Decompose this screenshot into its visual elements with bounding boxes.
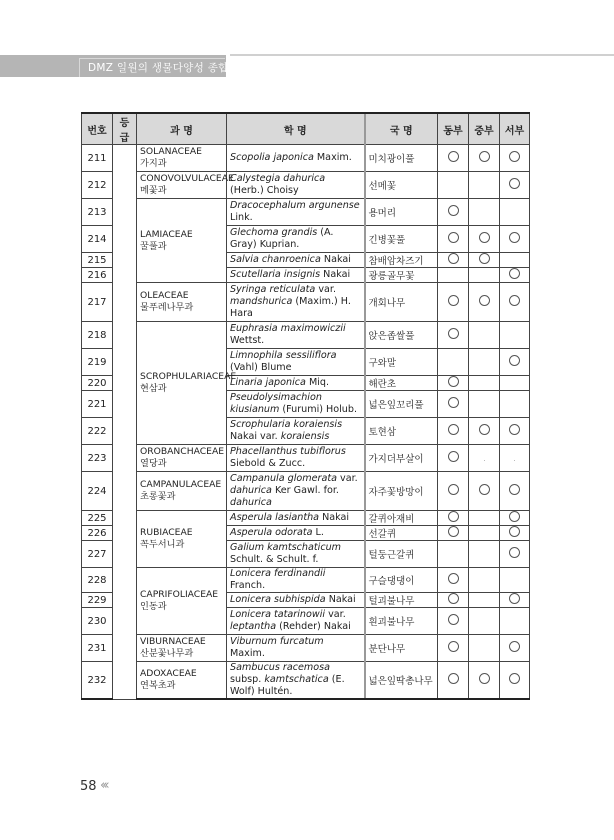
region-east-cell — [438, 608, 469, 635]
region-central-cell — [469, 349, 500, 376]
scientific-name — [227, 199, 365, 226]
region-east-cell — [438, 541, 469, 568]
family-korean: 초롱꽃과 — [140, 491, 176, 502]
scientific-name-author: Nakai — [320, 254, 351, 265]
scientific-name — [227, 391, 365, 418]
region-east-cell — [438, 391, 469, 418]
scientific-name — [227, 283, 365, 322]
table-row — [82, 445, 530, 472]
scientific-name-author: Nakai — [319, 512, 350, 523]
scientific-name — [227, 635, 365, 662]
scientific-name — [227, 349, 365, 376]
presence-circle-icon — [509, 424, 520, 435]
region-central-cell — [469, 568, 500, 593]
family-latin: SOLANACEAE — [140, 146, 202, 157]
presence-circle-icon — [448, 205, 459, 216]
scientific-name-author: (Rehder) Nakai — [276, 621, 351, 632]
presence-circle-icon — [448, 451, 459, 462]
scientific-name-italic: Phacellanthus tubiflorus — [230, 446, 346, 457]
region-east-cell — [438, 268, 469, 283]
row-number: 219 — [82, 349, 113, 376]
scientific-name-author: Nakai var. — [230, 431, 281, 442]
scientific-name-italic: Scutellaria insignis — [230, 269, 321, 280]
scientific-name-italic: Dracocephalum argunense — [230, 200, 360, 211]
scientific-name-italic: Limnophila sessiliflora — [230, 350, 337, 361]
presence-circle-icon — [479, 253, 490, 264]
korean-name: 갈퀴아재비 — [365, 511, 438, 526]
korean-name: 긴병꽃풀 — [365, 226, 438, 253]
presence-circle-icon — [448, 511, 459, 522]
table-row — [82, 568, 530, 593]
row-number: 213 — [82, 199, 113, 226]
scientific-name — [227, 445, 365, 472]
region-central-cell — [469, 418, 500, 445]
col-header-west: 서부 — [500, 113, 530, 145]
scientific-name-author: subsp. — [230, 674, 265, 685]
scientific-name-author: Link. — [230, 212, 253, 223]
region-east-cell — [438, 635, 469, 662]
family-korean: 열당과 — [140, 458, 167, 469]
row-number: 218 — [82, 322, 113, 349]
scientific-name-italic: Asperula lasiantha — [230, 512, 320, 523]
family-latin: LAMIACEAE — [140, 228, 193, 240]
region-east-cell — [438, 376, 469, 391]
region-central-cell — [469, 172, 500, 199]
row-number: 220 — [82, 376, 113, 391]
region-central-cell — [469, 199, 500, 226]
scientific-name-author: Nakai — [320, 269, 351, 280]
scientific-name-italic: dahurica — [230, 485, 272, 496]
family-latin: CONOVOLVULACEAE — [140, 173, 234, 184]
report-title: DMZ 일원의 생물다양성 종합보고서 — [79, 58, 225, 77]
presence-circle-icon — [448, 232, 459, 243]
family-cell — [137, 145, 227, 172]
table-row — [82, 511, 530, 526]
region-west-cell — [500, 226, 530, 253]
presence-circle-icon — [479, 151, 490, 162]
col-header-number: 번호 — [82, 113, 113, 145]
scientific-name-author: Franch. — [230, 580, 266, 591]
korean-name: 해란초 — [365, 376, 438, 391]
row-number: 221 — [82, 391, 113, 418]
row-number: 223 — [82, 445, 113, 472]
korean-name: 선갈퀴 — [365, 526, 438, 541]
korean-name: 참배암차즈기 — [365, 253, 438, 268]
family-cell — [137, 322, 237, 445]
scientific-name — [227, 662, 365, 700]
region-west-cell — [500, 376, 530, 391]
scientific-name-italic: dahurica — [230, 497, 272, 508]
presence-circle-icon — [509, 511, 520, 522]
scientific-name-italic: Pseudolysimachion kiusianum — [230, 392, 322, 415]
family-korean: 산분꽃나무과 — [140, 648, 194, 659]
region-west-cell — [500, 635, 530, 662]
korean-name: 분단나무 — [365, 635, 438, 662]
scientific-name — [227, 226, 365, 253]
scientific-name-italic: Salvia chanroenica — [230, 254, 321, 265]
scientific-name-author: (A. Gray) Kuprian. — [230, 227, 334, 250]
row-number: 222 — [82, 418, 113, 445]
scientific-name-italic: Galium kamtschaticum — [230, 542, 342, 553]
region-east-cell — [438, 172, 469, 199]
scientific-name — [227, 322, 365, 349]
scientific-name-author: L. — [312, 527, 324, 538]
korean-name: 흰괴불나무 — [365, 608, 438, 635]
scientific-name — [227, 376, 365, 391]
region-east-cell — [438, 526, 469, 541]
faint-dot-icon — [484, 460, 485, 461]
presence-circle-icon — [509, 673, 520, 684]
presence-circle-icon — [509, 641, 520, 652]
table-row — [82, 172, 530, 199]
region-west-cell — [500, 283, 530, 322]
region-west-cell — [500, 472, 530, 511]
scientific-name-italic: Scrophularia koraiensis — [230, 419, 343, 430]
scientific-name-italic: Lonicera tatarinowii — [230, 609, 326, 620]
region-central-cell — [469, 322, 500, 349]
scientific-name-italic: kamtschatica — [264, 674, 329, 685]
region-central-cell — [469, 635, 500, 662]
region-central-cell — [469, 253, 500, 268]
region-east-cell — [438, 445, 469, 472]
presence-circle-icon — [448, 253, 459, 264]
scientific-name — [227, 568, 365, 593]
row-number: 216 — [82, 268, 113, 283]
scientific-name-author: Maxim. — [313, 152, 352, 163]
region-west-cell — [500, 541, 530, 568]
row-number: 231 — [82, 635, 113, 662]
table-row — [82, 145, 530, 172]
korean-name: 광릉골무꽃 — [365, 268, 438, 283]
family-cell — [137, 283, 227, 322]
scientific-name — [227, 608, 365, 635]
family-cell — [137, 472, 227, 511]
row-number: 226 — [82, 526, 113, 541]
region-east-cell — [438, 226, 469, 253]
family-latin: SCROPHULARIACEAE — [140, 371, 237, 382]
row-number: 228 — [82, 568, 113, 593]
korean-name: 개회나무 — [365, 283, 438, 322]
scientific-name-italic: Glechoma grandis — [230, 227, 318, 238]
row-number: 225 — [82, 511, 113, 526]
table-row — [82, 283, 530, 322]
region-west-cell — [500, 593, 530, 608]
scientific-name-italic: Euphrasia maximowiczii — [230, 323, 346, 334]
region-central-cell — [469, 541, 500, 568]
presence-circle-icon — [448, 151, 459, 162]
presence-circle-icon — [509, 547, 520, 558]
scientific-name-italic: Linaria japonica — [230, 377, 306, 388]
col-header-east: 동부 — [438, 113, 469, 145]
presence-circle-icon — [448, 641, 459, 652]
table-row — [82, 472, 530, 511]
col-header-family: 과 명 — [137, 113, 227, 145]
row-number: 227 — [82, 541, 113, 568]
presence-circle-icon — [448, 614, 459, 625]
region-west-cell — [500, 349, 530, 376]
region-east-cell — [438, 568, 469, 593]
scientific-name — [227, 593, 365, 608]
region-west-cell — [500, 172, 530, 199]
region-central-cell — [469, 226, 500, 253]
family-latin: OROBANCHACEAE — [140, 446, 225, 457]
korean-name: 자주꽃방망이 — [365, 472, 438, 511]
family-korean: 메꽃과 — [140, 185, 167, 196]
table-row — [82, 635, 530, 662]
col-header-grade: 등급 — [113, 113, 137, 145]
presence-circle-icon — [479, 484, 490, 495]
presence-circle-icon — [509, 295, 520, 306]
row-number: 230 — [82, 608, 113, 635]
family-cell — [137, 511, 227, 568]
region-west-cell — [500, 511, 530, 526]
scientific-name-italic: Sambucus racemosa — [230, 662, 330, 673]
family-cell — [137, 568, 227, 635]
region-west-cell — [500, 253, 530, 268]
presence-circle-icon — [448, 376, 459, 387]
region-west-cell — [500, 199, 530, 226]
korean-name: 가지더부살이 — [365, 445, 438, 472]
scientific-name-author: Ker Gawl. for. — [271, 485, 339, 496]
family-latin: VIBURNACEAE — [140, 636, 206, 647]
scientific-name-author: var. — [325, 609, 346, 620]
region-central-cell — [469, 593, 500, 608]
row-number: 229 — [82, 593, 113, 608]
presence-circle-icon — [509, 232, 520, 243]
table-row — [82, 662, 530, 700]
faint-dot-icon — [514, 460, 515, 461]
korean-name: 털괴불나무 — [365, 593, 438, 608]
korean-name: 용머리 — [365, 199, 438, 226]
region-central-cell — [469, 472, 500, 511]
scientific-name-italic: Syringa reticulata — [230, 284, 316, 295]
row-number: 217 — [82, 283, 113, 322]
region-west-cell — [500, 526, 530, 541]
region-west-cell — [500, 145, 530, 172]
region-west-cell — [500, 391, 530, 418]
scientific-name — [227, 268, 365, 283]
scientific-name-author: Maxim. — [230, 648, 265, 659]
region-east-cell — [438, 593, 469, 608]
region-west-cell — [500, 568, 530, 593]
korean-name: 넓은잎꼬리풀 — [365, 391, 438, 418]
region-west-cell — [500, 608, 530, 635]
region-central-cell — [469, 511, 500, 526]
scientific-name-author: (E. Wolf) Hultén. — [230, 674, 345, 697]
presence-circle-icon — [509, 355, 520, 366]
col-header-central: 중부 — [469, 113, 500, 145]
region-west-cell — [500, 662, 530, 700]
scientific-name-italic: koraiensis — [280, 431, 330, 442]
family-cell — [137, 199, 227, 283]
scientific-name-author: Miq. — [305, 377, 330, 388]
korean-name: 선메꽃 — [365, 172, 438, 199]
scientific-name-italic: Lonicera ferdinandii — [230, 568, 326, 579]
region-west-cell — [500, 445, 530, 472]
presence-circle-icon — [448, 328, 459, 339]
family-korean: 연복초과 — [140, 680, 176, 691]
family-cell — [137, 445, 227, 472]
family-korean: 인동과 — [140, 601, 167, 612]
scientific-name-author: var. — [336, 473, 358, 484]
region-east-cell — [438, 322, 469, 349]
row-number: 224 — [82, 472, 113, 511]
header-rule — [230, 54, 614, 56]
presence-circle-icon — [509, 526, 520, 537]
presence-circle-icon — [448, 573, 459, 584]
presence-circle-icon — [509, 178, 520, 189]
korean-name: 앉은좁쌀풀 — [365, 322, 438, 349]
scientific-name-author: Schult. & Schult. f. — [230, 554, 319, 565]
family-latin: OLEACEAE — [140, 290, 189, 301]
col-header-scientific-name: 학 명 — [227, 113, 365, 145]
family-latin: ADOXACEAE — [140, 668, 197, 679]
scientific-name-italic: mandshurica — [230, 296, 293, 307]
scientific-name-author: (Vahl) Blume — [230, 362, 292, 373]
row-number: 212 — [82, 172, 113, 199]
table-body — [82, 145, 530, 700]
scientific-name — [227, 511, 365, 526]
region-central-cell — [469, 445, 500, 472]
scientific-name-italic: Calystegia dahurica — [230, 173, 326, 184]
family-cell — [137, 172, 234, 199]
row-number: 232 — [82, 662, 113, 700]
scientific-name — [227, 526, 365, 541]
col-header-korean-name: 국 명 — [365, 113, 438, 145]
family-latin: RUBIACEAE — [140, 527, 193, 538]
presence-circle-icon — [448, 397, 459, 408]
row-number: 211 — [82, 145, 113, 172]
region-central-cell — [469, 391, 500, 418]
region-west-cell — [500, 322, 530, 349]
region-east-cell — [438, 662, 469, 700]
scientific-name — [227, 418, 365, 445]
scientific-name-author: var. — [315, 284, 337, 295]
region-east-cell — [438, 283, 469, 322]
region-east-cell — [438, 418, 469, 445]
scientific-name-italic: Scopolia japonica — [230, 152, 314, 163]
region-central-cell — [469, 376, 500, 391]
korean-name: 미치광이풀 — [365, 145, 438, 172]
scientific-name-italic: Campanula glomerata — [230, 473, 337, 484]
family-cell — [137, 662, 227, 700]
row-number: 214 — [82, 226, 113, 253]
presence-circle-icon — [509, 268, 520, 279]
region-east-cell — [438, 511, 469, 526]
korean-name: 털둥근갈퀴 — [365, 541, 438, 568]
region-east-cell — [438, 145, 469, 172]
table-row — [82, 322, 530, 349]
presence-circle-icon — [479, 673, 490, 684]
scientific-name-author: Nakai — [325, 594, 356, 605]
scientific-name-italic: leptantha — [230, 621, 277, 632]
scientific-name-italic: Lonicera subhispida — [230, 594, 326, 605]
presence-circle-icon — [448, 526, 459, 537]
korean-name: 넓은잎딱총나무 — [365, 662, 438, 700]
presence-circle-icon — [448, 484, 459, 495]
presence-circle-icon — [509, 484, 520, 495]
family-korean: 가지과 — [140, 158, 167, 169]
region-east-cell — [438, 349, 469, 376]
family-latin: CAMPANULACEAE — [140, 479, 222, 490]
scientific-name-author: Siebold & Zucc. — [230, 458, 306, 469]
scientific-name-italic: Asperula odorata — [230, 527, 313, 538]
region-central-cell — [469, 526, 500, 541]
scientific-name-author: (Herb.) Choisy — [230, 185, 299, 196]
korean-name: 구슬댕댕이 — [365, 568, 438, 593]
scientific-name-italic: Viburnum furcatum — [230, 636, 324, 647]
korean-name: 구와말 — [365, 349, 438, 376]
presence-circle-icon — [448, 673, 459, 684]
presence-circle-icon — [448, 593, 459, 604]
scientific-name-author: (Maxim.) H. Hara — [230, 296, 351, 319]
scientific-name — [227, 253, 365, 268]
row-number: 215 — [82, 253, 113, 268]
grade-cell — [113, 145, 137, 700]
korean-name: 토현삼 — [365, 418, 438, 445]
family-korean: 현삼과 — [140, 383, 167, 394]
page-number: 58 — [80, 779, 97, 794]
region-central-cell — [469, 283, 500, 322]
region-west-cell — [500, 418, 530, 445]
family-korean: 꿀풀과 — [140, 240, 167, 252]
presence-circle-icon — [448, 424, 459, 435]
scientific-name-author: (Furumi) Holub. — [279, 404, 358, 415]
region-east-cell — [438, 472, 469, 511]
family-korean: 꼭두서니과 — [140, 539, 185, 550]
species-table — [81, 112, 530, 700]
region-central-cell — [469, 145, 500, 172]
region-central-cell — [469, 608, 500, 635]
family-latin: CAPRIFOLIACEAE — [140, 589, 219, 600]
region-east-cell — [438, 253, 469, 268]
scientific-name — [227, 145, 365, 172]
family-cell — [137, 635, 227, 662]
scientific-name — [227, 172, 365, 199]
presence-circle-icon — [479, 424, 490, 435]
presence-circle-icon — [448, 295, 459, 306]
region-east-cell — [438, 199, 469, 226]
table-header-row — [82, 113, 530, 145]
chevrons-icon: ‹‹‹ — [100, 778, 107, 793]
presence-circle-icon — [509, 151, 520, 162]
scientific-name — [227, 541, 365, 568]
family-korean: 물푸레나무과 — [140, 302, 194, 313]
scientific-name — [227, 472, 365, 511]
presence-circle-icon — [509, 593, 520, 604]
region-central-cell — [469, 662, 500, 700]
table-row — [82, 199, 530, 226]
region-west-cell — [500, 268, 530, 283]
scientific-name-author: Wettst. — [230, 335, 265, 346]
presence-circle-icon — [479, 295, 490, 306]
presence-circle-icon — [479, 232, 490, 243]
region-central-cell — [469, 268, 500, 283]
